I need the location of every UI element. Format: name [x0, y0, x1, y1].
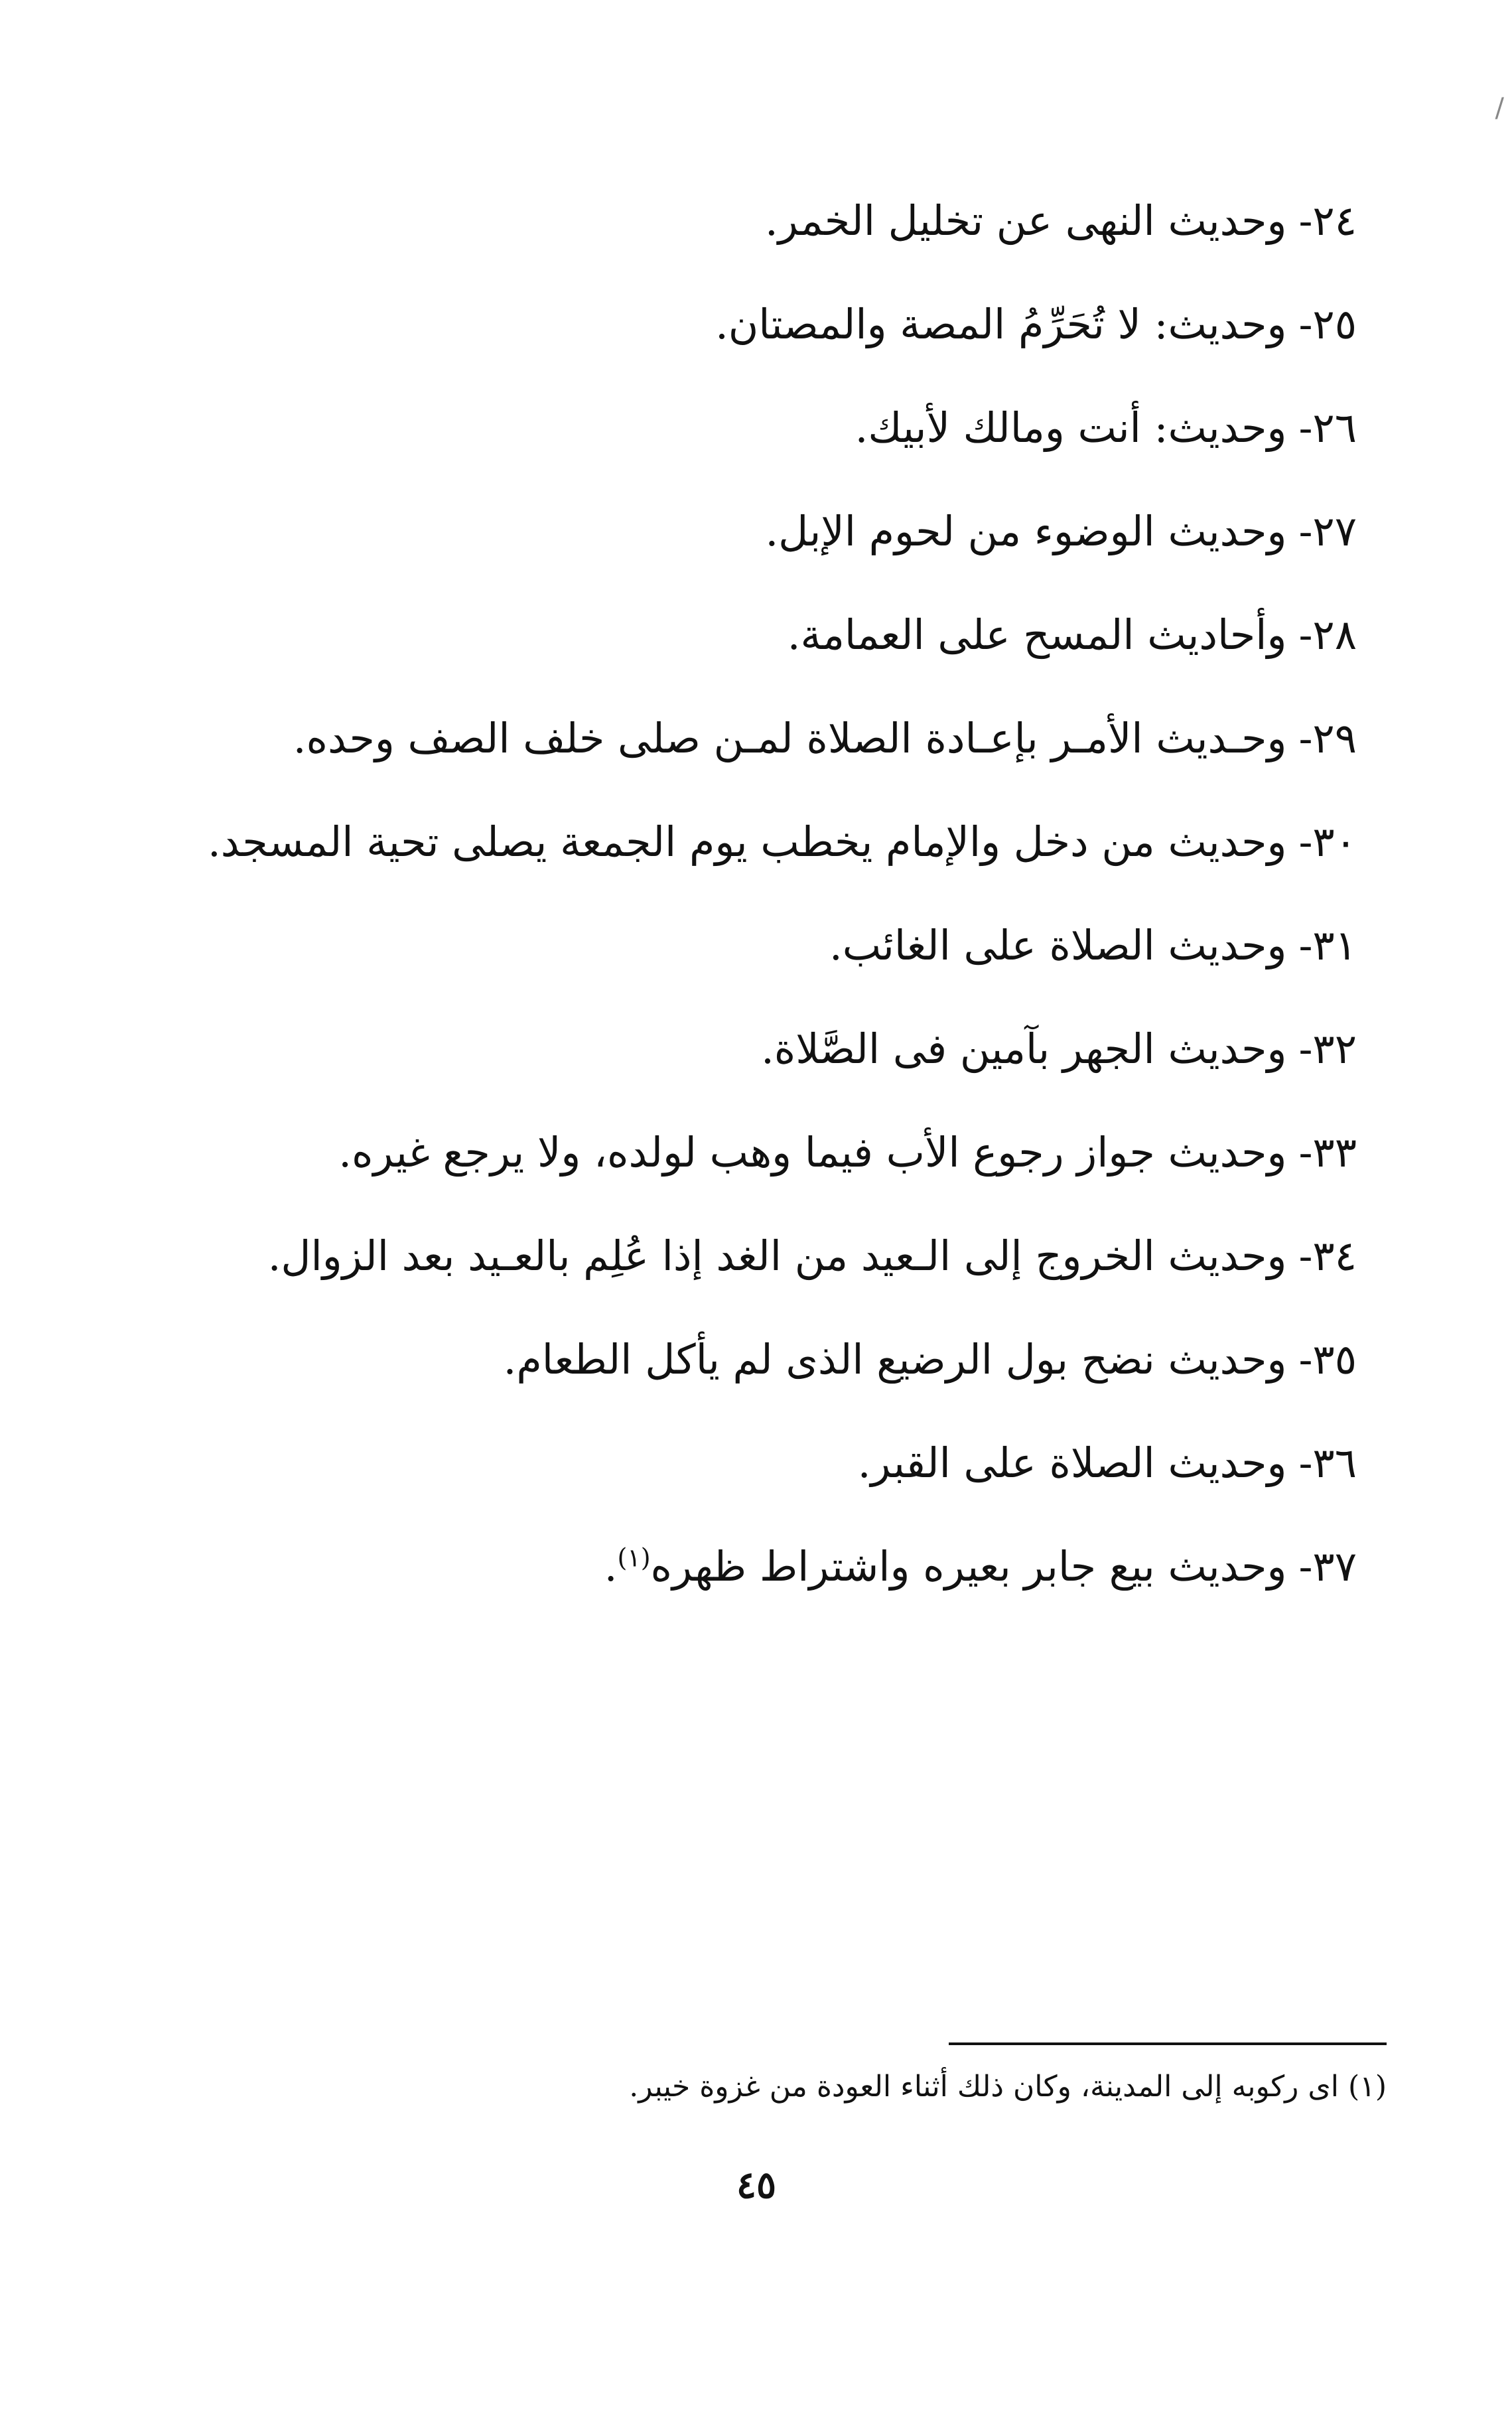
footnote-divider: [949, 2042, 1387, 2045]
list-item-34: [143, 1204, 1397, 1308]
item-number: ٢٦-: [1298, 403, 1357, 452]
item-number: ٢٤-: [1298, 196, 1357, 245]
item-number: ٣٠-: [1298, 818, 1357, 866]
item-text: وحديث الخروج إلى الـعيد من الغد إذا عُلِم بالعـيد بعد الزوال.: [267, 1232, 1287, 1280]
scan-margin-mark: /: [1495, 93, 1504, 123]
list-item-25: [143, 273, 1397, 376]
item-text: وحديث من دخل والإمام يخطب يوم الجمعة يصلى تحية المسجد.: [207, 818, 1287, 866]
item-number: ٣٦-: [1298, 1439, 1357, 1487]
footnote-reference: (١): [617, 1543, 651, 1573]
list-item-28: [143, 583, 1397, 687]
item-text: وحديث الوضوء من لحوم الإبل.: [765, 507, 1287, 555]
item-text: وحديث الصلاة على القبر.: [857, 1439, 1287, 1487]
list-item-33: [143, 1101, 1397, 1204]
list-item-36: [143, 1411, 1397, 1515]
item-number: ٣٥-: [1298, 1335, 1357, 1384]
item-text: وحديث: أنت ومالك لأبيك.: [855, 403, 1287, 452]
item-number: ٣٢-: [1298, 1025, 1357, 1073]
item-number: ٢٥-: [1298, 300, 1357, 348]
item-text: وأحاديث المسح على العمامة.: [787, 610, 1287, 659]
item-text: وحديث الجهر بآمين فى الصَّلاة.: [761, 1025, 1287, 1073]
item-number: ٢٨-: [1298, 610, 1357, 659]
item-text: وحديث النهى عن تخليل الخمر.: [765, 196, 1287, 245]
item-text-tail: .: [604, 1542, 618, 1591]
item-text: وحديث: لا تُحَرِّمُ المصة والمصتان.: [715, 300, 1287, 348]
list-item-27: [143, 480, 1397, 583]
item-text: وحـديث الأمـر بإعـادة الصلاة لمـن صلى خلف الصف وحده.: [293, 714, 1287, 762]
hadith-list: [143, 169, 1397, 1618]
list-item-24: [143, 169, 1397, 273]
item-number: ٣٣-: [1298, 1128, 1357, 1177]
item-number: ٣١-: [1298, 921, 1357, 969]
item-number: ٢٧-: [1298, 507, 1357, 555]
list-item-35: [143, 1308, 1397, 1411]
list-item-37: [143, 1515, 1397, 1618]
footnote: (١) اى ركوبه إلى المدينة، وكان ذلك أثناء العودة من غزوة خيبر.: [629, 2070, 1387, 2104]
page-number: ٤٥: [736, 2163, 777, 2207]
item-number: ٢٩-: [1298, 714, 1357, 762]
item-text: وحديث جواز رجوع الأب فيما وهب لولده، ولا يرجع غيره.: [338, 1128, 1287, 1177]
item-text: وحديث بيع جابر بعيره واشتراط ظهره: [650, 1542, 1287, 1591]
item-text: وحديث نضح بول الرضيع الذى لم يأكل الطعام.: [503, 1335, 1287, 1384]
item-number: ٣٧-: [1298, 1542, 1357, 1591]
list-item-26: [143, 376, 1397, 480]
item-text: وحديث الصلاة على الغائب.: [829, 921, 1287, 969]
list-item-29: [143, 687, 1397, 790]
item-number: ٣٤-: [1298, 1232, 1357, 1280]
list-item-32: [143, 997, 1397, 1101]
list-item-31: [143, 894, 1397, 997]
list-item-30: [143, 790, 1397, 894]
